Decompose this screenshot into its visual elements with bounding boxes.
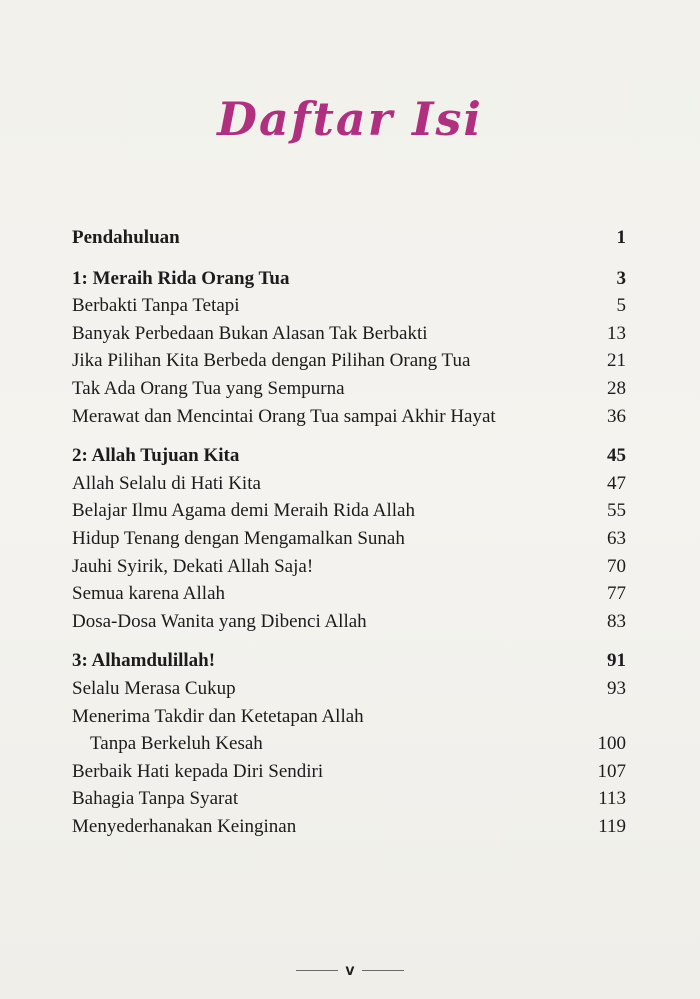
toc-entry-page: 5 bbox=[616, 295, 626, 317]
toc-entry-label: Jauhi Syirik, Dekati Allah Saja! bbox=[72, 555, 314, 577]
toc-chapter-2 bbox=[72, 442, 626, 470]
toc-entry-page: 3 bbox=[616, 267, 626, 289]
toc-entry-page: 28 bbox=[607, 377, 626, 399]
toc-entry-page: 119 bbox=[598, 815, 626, 837]
toc-entry bbox=[72, 553, 626, 581]
toc-entry-label: Menyederhanakan Keinginan bbox=[72, 815, 297, 837]
toc-entry-label: Allah Selalu di Hati Kita bbox=[72, 472, 261, 494]
toc-chapter-3 bbox=[72, 647, 626, 675]
toc-entry-page: 107 bbox=[597, 760, 626, 782]
toc-entry-label: Dosa-Dosa Wanita yang Dibenci Allah bbox=[72, 610, 367, 632]
toc-entry-page: 77 bbox=[607, 583, 626, 605]
toc-chapter-1 bbox=[72, 265, 626, 293]
toc-entry-label: Berbaik Hati kepada Diri Sendiri bbox=[72, 760, 324, 782]
toc-entry bbox=[72, 497, 626, 525]
toc-entry-page: 1 bbox=[616, 227, 626, 248]
toc-entry-label: Pendahuluan bbox=[72, 227, 180, 248]
toc-entry bbox=[72, 758, 626, 786]
toc-entry-page: 100 bbox=[597, 733, 626, 755]
toc-entry bbox=[72, 525, 626, 553]
toc-entry bbox=[72, 403, 626, 431]
toc-entry bbox=[72, 703, 626, 731]
page-title: Daftar Isi bbox=[217, 92, 483, 146]
toc-entry-label: Jika Pilihan Kita Berbeda dengan Pilihan Orang Tua bbox=[72, 350, 471, 372]
toc-entry-label: Semua karena Allah bbox=[72, 583, 226, 605]
toc-entry bbox=[72, 580, 626, 608]
toc-entry-page: 55 bbox=[607, 500, 626, 522]
toc-entry-page: 91 bbox=[607, 650, 626, 672]
toc-entry-page: 36 bbox=[607, 405, 626, 427]
toc-entry bbox=[72, 320, 626, 348]
toc-entry-label: 2: Allah Tujuan Kita bbox=[72, 445, 240, 467]
toc-entry-label: Tanpa Berkeluh Kesah bbox=[90, 733, 263, 755]
toc-entry-label: Banyak Perbedaan Bukan Alasan Tak Berbakti bbox=[72, 322, 428, 344]
footer-rule-left bbox=[296, 970, 338, 971]
toc-entry-label: Merawat dan Mencintai Orang Tua sampai Akhir Hayat bbox=[72, 405, 496, 427]
toc-entry-page: 21 bbox=[607, 350, 626, 372]
toc-entry-page: 93 bbox=[607, 677, 626, 699]
toc-entry-page: 63 bbox=[607, 527, 626, 549]
toc-entry-page: 45 bbox=[607, 445, 626, 467]
toc-entry bbox=[72, 813, 626, 841]
toc-entry bbox=[72, 292, 626, 320]
footer-rule-right bbox=[362, 970, 404, 971]
toc-entry bbox=[72, 347, 626, 375]
toc-entry-page: 13 bbox=[607, 322, 626, 344]
page-footer bbox=[0, 962, 700, 980]
toc-entry-label: Belajar Ilmu Agama demi Meraih Rida Allah bbox=[72, 500, 415, 522]
page-number: v bbox=[345, 962, 355, 979]
toc-entry-continuation bbox=[72, 730, 626, 758]
toc-entry bbox=[72, 785, 626, 813]
toc-entry bbox=[72, 675, 626, 703]
toc-entry-page: 47 bbox=[607, 472, 626, 494]
toc-entry-label: Selalu Merasa Cukup bbox=[72, 677, 236, 699]
toc-entry-label: Menerima Takdir dan Ketetapan Allah bbox=[72, 705, 364, 727]
toc-entry bbox=[72, 608, 626, 636]
toc-entry-label: Bahagia Tanpa Syarat bbox=[72, 788, 239, 810]
toc-entry-label: Berbakti Tanpa Tetapi bbox=[72, 295, 240, 317]
table-of-contents bbox=[72, 224, 626, 840]
toc-entry-intro bbox=[72, 224, 626, 252]
toc-entry-page: 70 bbox=[607, 555, 626, 577]
toc-entry-page: 113 bbox=[598, 788, 626, 810]
toc-entry-label: 1: Meraih Rida Orang Tua bbox=[72, 267, 290, 289]
toc-entry-label: Hidup Tenang dengan Mengamalkan Sunah bbox=[72, 527, 405, 549]
toc-entry-page: 83 bbox=[607, 610, 626, 632]
toc-entry-label: Tak Ada Orang Tua yang Sempurna bbox=[72, 377, 345, 399]
toc-entry bbox=[72, 375, 626, 403]
toc-entry bbox=[72, 470, 626, 498]
toc-entry-label: 3: Alhamdulillah! bbox=[72, 650, 216, 672]
